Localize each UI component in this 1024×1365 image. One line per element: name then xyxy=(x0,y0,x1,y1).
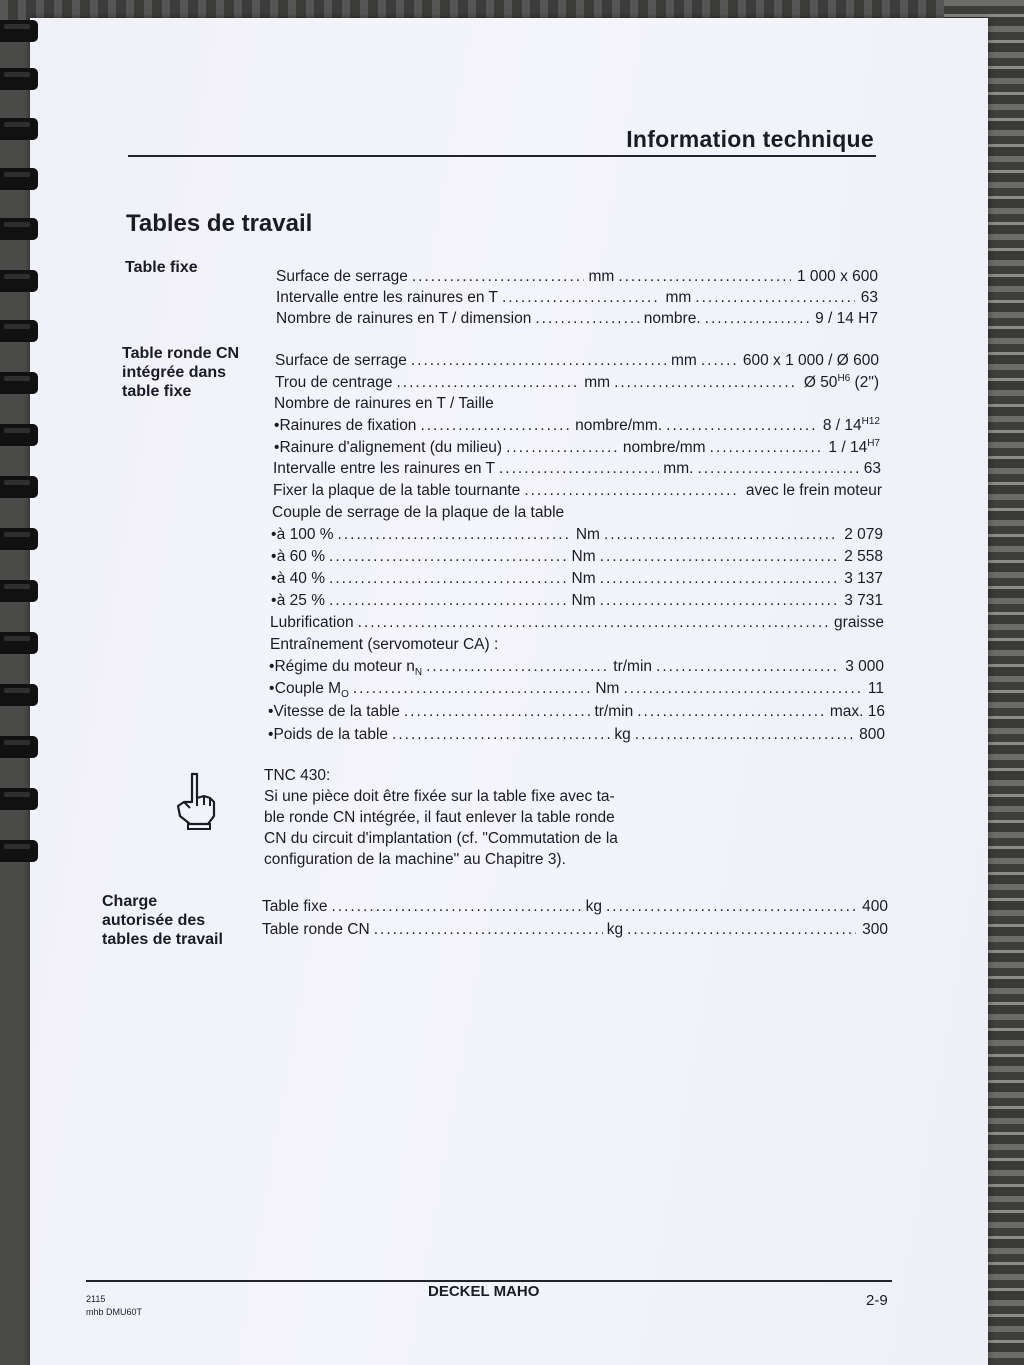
spec-row: Surface de serrage ..... mm ..... 1 000 x 600 xyxy=(276,268,878,288)
spec-row: • à 60 % ..... Nm ..... 2 558 xyxy=(271,548,883,568)
spec-row: Intervalle entre les rainures en T ..... mm. ..... 63 xyxy=(273,460,881,480)
spec-row: • à 100 % ..... Nm ..... 2 079 xyxy=(271,526,883,546)
spec-row: • Couple $M_O$ ..... Nm ..... 11 xyxy=(269,680,884,700)
header-divider xyxy=(128,155,876,157)
spec-row: • à 25 % ..... Nm ..... 3 731 xyxy=(271,592,883,612)
spec-row: Fixer la plaque de la table tournante ..... avec le frein moteur xyxy=(273,482,882,502)
spec-row: • Poids de la table ..... kg ..... 800 xyxy=(268,726,885,746)
page-header-title: Information technique xyxy=(626,126,874,152)
spec-row: Trou de centrage ..... mm ..... Ø $50^{H6}$ (2") xyxy=(275,373,879,393)
note-block xyxy=(264,765,634,870)
section-title: Tables de travail xyxy=(126,210,313,237)
spec-row: • Vitesse de la table ..... tr/min ..... max. 16 xyxy=(268,703,885,723)
spec-row: • à 40 % ..... Nm ..... 3 137 xyxy=(271,570,883,590)
table-ronde-label: Table ronde CN intégrée dans table fixe xyxy=(122,345,240,400)
note-text: Si une pièce doit être fixée sur la table fixe avec ta-ble ronde CN intégrée, il faut enlever la table ronde CN du circuit d'implantation (cf. "Commutation de la configuration de la machine" au Chapitre 3). xyxy=(264,788,618,868)
footer-code: 2115 xyxy=(86,1294,106,1304)
spiral-binding xyxy=(0,20,40,900)
spec-row: • Rainures de fixation ..... nombre/mm. ..... $8 / 14^{H12}$ xyxy=(274,416,880,436)
rainures-heading: Nombre de rainures en T / Taille xyxy=(274,395,494,412)
note-title: TNC 430: xyxy=(264,767,331,784)
spec-row: Table fixe ..... kg ..... 400 xyxy=(262,898,888,918)
spec-row: Table ronde CN ..... kg ..... 300 xyxy=(262,921,888,941)
spec-row: Lubrification ..... graisse xyxy=(270,614,884,634)
entrainement-heading: Entraînement (servomoteur CA) : xyxy=(270,636,499,653)
footer-manual-ref: mhb DMU60T xyxy=(86,1307,143,1317)
spec-row: • Régime du moteur $n_N$ ..... tr/min ..... 3 000 xyxy=(269,658,884,678)
spec-row: Nombre de rainures en T / dimension ..... nombre. ..... 9 / 14 H7 xyxy=(276,310,878,330)
footer-divider xyxy=(86,1280,892,1282)
spec-row: • Rainure d'alignement (du milieu) ..... nombre/mm ..... $1 / 14^{H7}$ xyxy=(274,438,880,458)
spec-row: Intervalle entre les rainures en T ..... mm ..... 63 xyxy=(276,289,878,309)
spec-row: Surface de serrage ..... mm ..... 600 x 1 000 / Ø 600 xyxy=(275,352,879,372)
table-fixe-label: Table fixe xyxy=(125,259,198,276)
couple-heading: Couple de serrage de la plaque de la table xyxy=(272,504,565,521)
charge-label: Charge autorisée des tables de travail xyxy=(102,893,223,948)
pointing-hand-icon xyxy=(170,772,220,830)
page-number: 2-9 xyxy=(866,1292,888,1309)
footer-brand: DECKEL MAHO xyxy=(428,1283,540,1300)
